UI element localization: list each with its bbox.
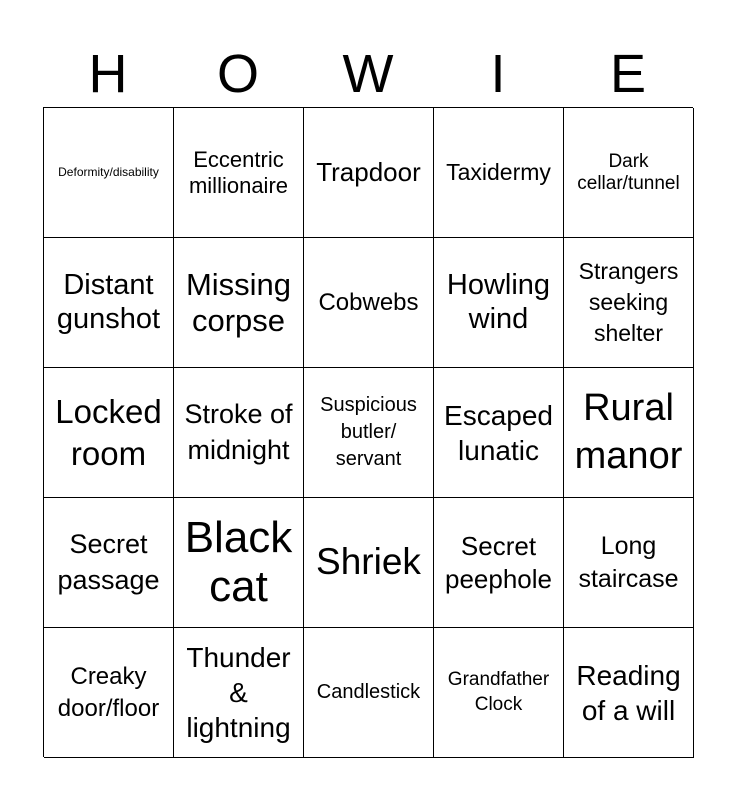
cell-label: Taxidermy	[446, 159, 551, 186]
bingo-cell[interactable]	[304, 628, 434, 758]
bingo-cell[interactable]	[434, 108, 564, 238]
bingo-cell[interactable]	[44, 628, 174, 758]
cell-label: Howling wind	[446, 269, 551, 335]
cell-label: Black cat	[184, 513, 293, 611]
cell-label: Trapdoor	[316, 156, 421, 187]
bingo-cell[interactable]	[44, 498, 174, 628]
cell-label: Thunder & lightning	[186, 642, 291, 743]
bingo-cell[interactable]	[564, 498, 694, 628]
bingo-cell[interactable]	[434, 368, 564, 498]
cell-label: Grandfather Clock	[447, 668, 550, 715]
bingo-cell[interactable]	[434, 628, 564, 758]
cell-label: Escaped lunatic	[444, 399, 553, 466]
cell-label: Long staircase	[578, 532, 679, 593]
bingo-cell[interactable]	[44, 238, 174, 368]
bingo-header	[43, 40, 693, 108]
header-letter-h: H	[88, 44, 128, 104]
cell-label: Locked room	[55, 393, 162, 472]
bingo-cell[interactable]	[434, 498, 564, 628]
bingo-cell[interactable]	[304, 368, 434, 498]
bingo-cell[interactable]	[174, 238, 304, 368]
cell-label: Dark cellar/tunnel	[577, 150, 680, 194]
bingo-grid	[43, 107, 693, 757]
cell-label: Strangers seeking shelter	[578, 257, 679, 347]
cell-label: Creaky door/floor	[57, 663, 160, 722]
cell-label: Cobwebs	[318, 288, 419, 316]
header-letter-e: E	[609, 44, 647, 104]
cell-label: Secret passage	[57, 529, 160, 595]
cell-label: Stroke of midnight	[184, 399, 293, 465]
bingo-cell[interactable]	[564, 628, 694, 758]
cell-label: Reading of a will	[576, 659, 681, 726]
header-letter-i: I	[490, 44, 506, 104]
header-letter-o: O	[216, 44, 259, 104]
bingo-cell[interactable]	[304, 498, 434, 628]
bingo-cell[interactable]	[434, 238, 564, 368]
bingo-cell[interactable]	[174, 368, 304, 498]
bingo-cell[interactable]	[44, 108, 174, 238]
cell-label: Deformity/disability	[58, 164, 159, 179]
bingo-cell[interactable]	[564, 368, 694, 498]
bingo-cell[interactable]	[564, 238, 694, 368]
bingo-cell[interactable]	[174, 628, 304, 758]
cell-label: Distant gunshot	[56, 269, 161, 335]
cell-label: Rural manor	[574, 387, 683, 477]
cell-label: Missing corpse	[185, 266, 292, 338]
bingo-cell[interactable]	[304, 108, 434, 238]
cell-label: Eccentric millionaire	[188, 147, 289, 198]
bingo-cell[interactable]	[44, 368, 174, 498]
cell-label: Shriek	[316, 541, 421, 583]
bingo-cell[interactable]	[564, 108, 694, 238]
header-letter-w: W	[342, 44, 394, 104]
bingo-cell[interactable]	[304, 238, 434, 368]
cell-label: Candlestick	[316, 681, 421, 703]
bingo-cell[interactable]	[174, 108, 304, 238]
cell-label: Secret peephole	[445, 531, 552, 594]
cell-label: Suspicious butler/ servant	[320, 394, 417, 470]
bingo-cell[interactable]	[174, 498, 304, 628]
